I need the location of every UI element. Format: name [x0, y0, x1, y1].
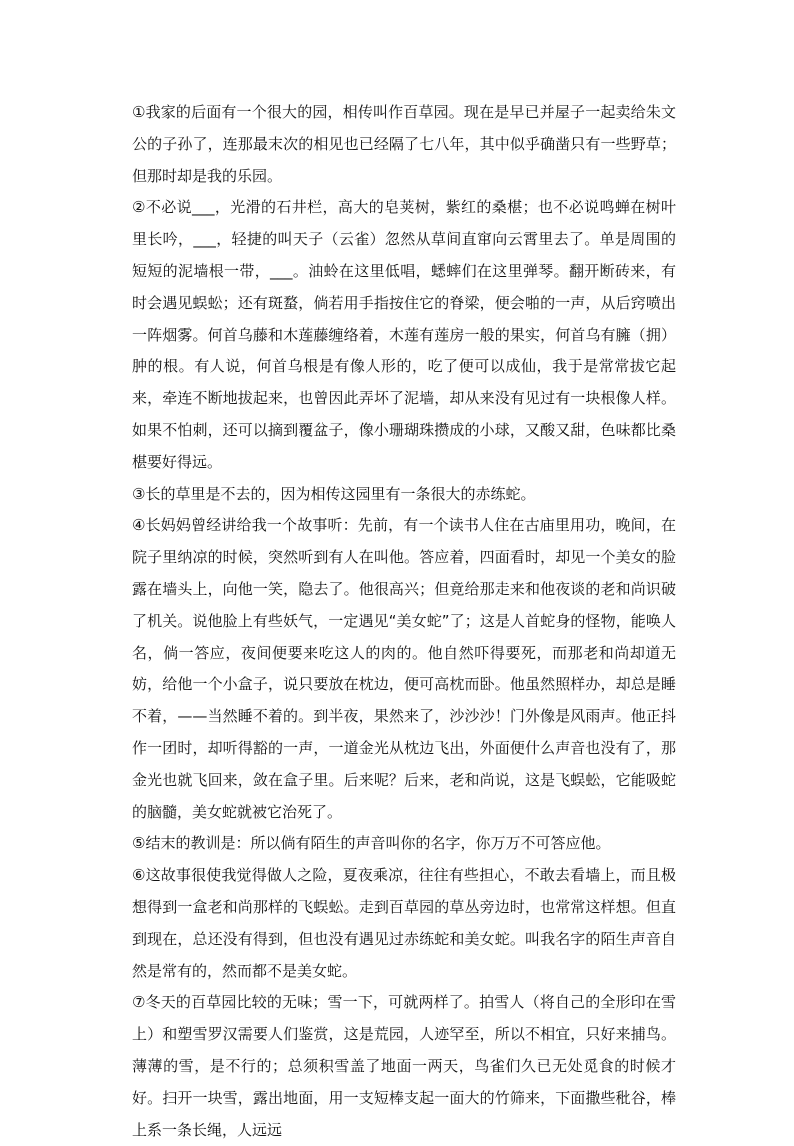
paragraph-1: ①我家的后面有一个很大的园，相传叫作百草园。现在是早已并屋子一起卖给朱文公的子孙了，连那最末次的相见也已经隔了七八年，其中似乎确凿只有一些野草；但那时却是我的乐园。 [132, 103, 676, 185]
paragraph-6: ⑥这故事很使我觉得做人之险，夏夜乘凉，往往有些担心，不敢去看墙上，而且极想得到一盒老和尚那样的飞蜈蚣。走到百草园的草丛旁边时，也常常这样想。但直到现在，总还没有得到，但也没有遇见过赤练蛇和美女蛇。叫我名字的陌生声音自然是常有的，然而都不是美女蛇。 [132, 866, 676, 980]
paragraph-5: ⑤结末的教训是：所以倘有陌生的声音叫你的名字，你万万不可答应他。 [132, 834, 611, 853]
document-body [132, 97, 676, 1146]
paragraph-7: ⑦冬天的百草园比较的无味；雪一下，可就两样了。拍雪人（将自己的全形印在雪上）和塑雪罗汉需要人们鉴赏，这是荒园，人迹罕至，所以不相宜，只好来捕鸟。薄薄的雪，是不行的；总须积雪盖了地面一两天，鸟雀们久已无处觅食的时候才好。扫开一块雪，露出地面，用一支短棒支起一面大的竹筛来，下面撒些秕谷，棒上系一条长绳，人远远 [132, 993, 676, 1139]
paragraph-2: ②不必说___，光滑的石井栏，高大的皂荚树，紫红的桑椹；也不必说鸣蝉在树叶里长吟，___，轻捷的叫天子（云雀）忽然从草间直窜向云霄里去了。单是周围的短短的泥墙根一带，___。油蛉在这里低唱，蟋蟀们在这里弹琴。翻开断砖来，有时会遇见蜈蚣；还有斑蝥，倘若用手指按住它的脊梁，便会啪的一声，从后窍喷出一阵烟雾。何首乌藤和木莲藤缠络着，木莲有莲房一般的果实，何首乌有臃（拥）肿的根。有人说，何首乌根是有像人形的，吃了便可以成仙，我于是常常拔它起来，牵连不断地拔起来，也曾因此弄坏了泥墙，却从来没有见过有一块根像人样。如果不怕刺，还可以摘到覆盆子，像小珊瑚珠攒成的小球，又酸又甜，色味都比桑椹要好得远。 [132, 198, 676, 471]
paragraph-3: ③长的草里是不去的，因为相传这园里有一条很大的赤练蛇。 [132, 484, 536, 503]
paragraph-4: ④长妈妈曾经讲给我一个故事听：先前，有一个读书人住在古庙里用功，晚间，在院子里纳凉的时候，突然听到有人在叫他。答应着，四面看时，却见一个美女的脸露在墙头上，向他一笑，隐去了。他很高兴；但竟给那走来和他夜谈的老和尚识破了机关。说他脸上有些妖气，一定遇见“美女蛇”了；这是人首蛇身的怪物，能唤人名，倘一答应，夜间便要来吃这人的肉的。他自然吓得要死，而那老和尚却道无妨，给他一个小盒子，说只要放在枕边，便可高枕而卧。他虽然照样办，却总是睡不着，——当然睡不着的。到半夜，果然来了，沙沙沙！门外像是风雨声。他正抖作一团时，却听得豁的一声，一道金光从枕边飞出，外面便什么声音也没有了，那金光也就飞回来，敛在盒子里。后来呢？后来，老和尚说，这是飞蜈蚣，它能吸蛇的脑髓，美女蛇就被它治死了。 [132, 516, 676, 821]
